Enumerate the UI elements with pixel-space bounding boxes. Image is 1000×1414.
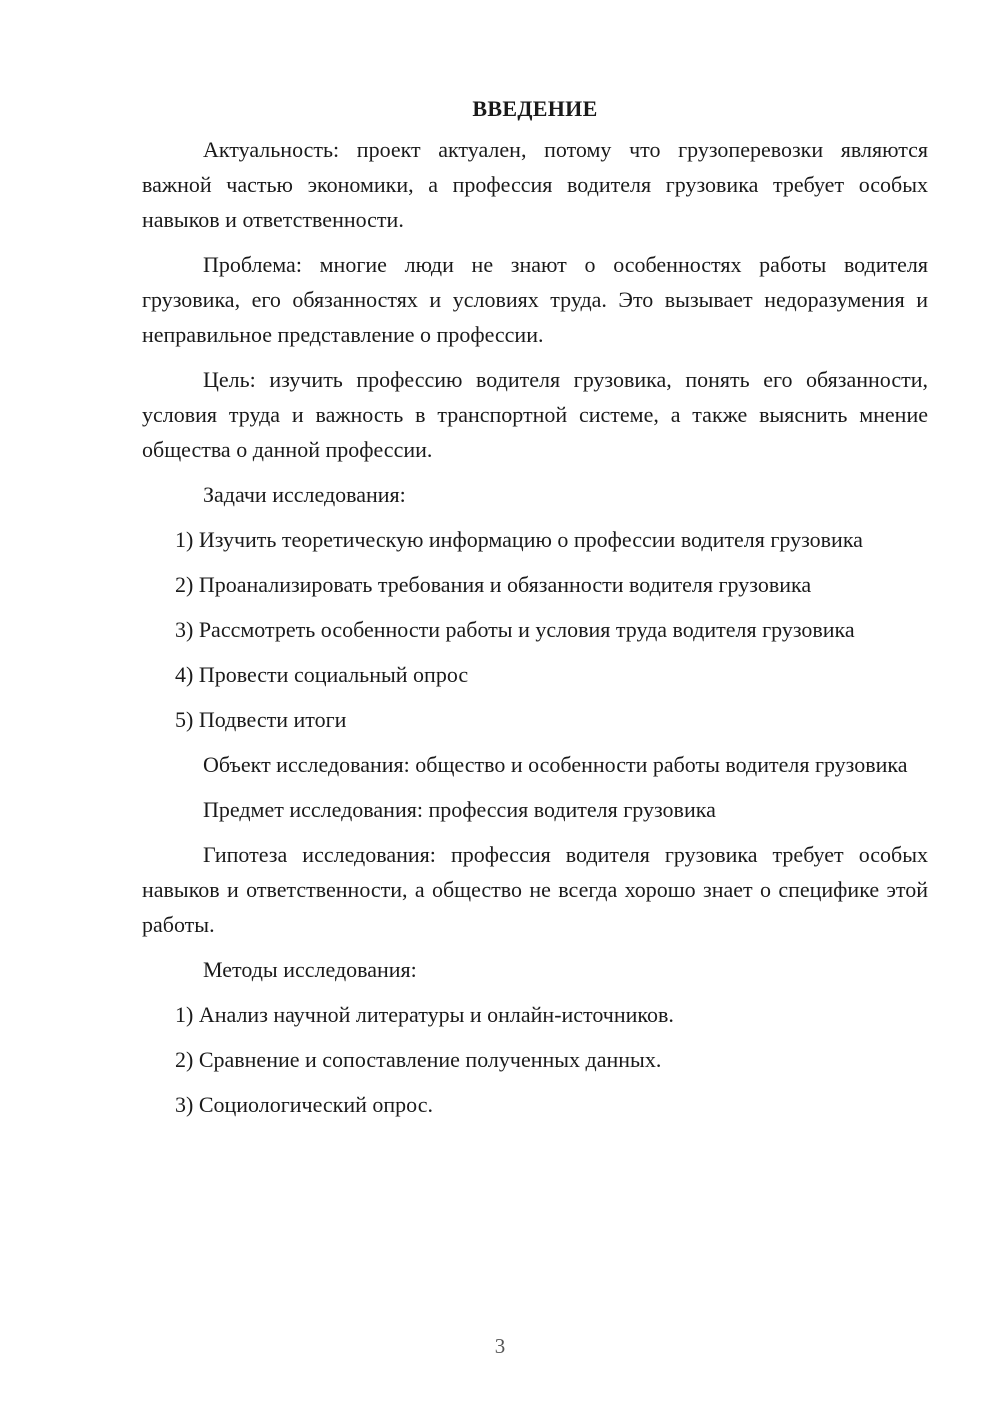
- method-item-2: 2) Сравнение и сопоставление полученных данных.: [175, 1047, 662, 1072]
- task-item-5: 5) Подвести итоги: [175, 707, 347, 732]
- page-number: 3: [494, 1334, 506, 1358]
- task-item-2: 2) Проанализировать требования и обязанности водителя грузовика: [175, 572, 812, 597]
- paragraph-hypothesis: Гипотеза исследования: профессия водителя грузовика требует особых навыков и ответственности, а общество не всегда хорошо знает о специфике этой работы.: [142, 842, 928, 937]
- tasks-heading: Задачи исследования:: [203, 482, 406, 507]
- task-item-3: 3) Рассмотреть особенности работы и условия труда водителя грузовика: [175, 617, 855, 642]
- document-page: [142, 92, 928, 1132]
- paragraph-object: Объект исследования: общество и особенности работы водителя грузовика: [203, 752, 908, 777]
- method-item-3: 3) Социологический опрос.: [175, 1092, 433, 1117]
- paragraph-relevance: Актуальность: проект актуален, потому что грузоперевозки являются важной частью экономики, а профессия водителя грузовика требует особых навыков и ответственности.: [142, 137, 928, 232]
- paragraph-subject: Предмет исследования: профессия водителя грузовика: [203, 797, 716, 822]
- task-item-1: 1) Изучить теоретическую информацию о профессии водителя грузовика: [175, 527, 863, 552]
- task-item-4: 4) Провести социальный опрос: [175, 662, 469, 687]
- paragraph-problem: Проблема: многие люди не знают о особенностях работы водителя грузовика, его обязанностях и условиях труда. Это вызывает недоразумения и неправильное представление о профессии.: [142, 252, 928, 347]
- methods-heading: Методы исследования:: [203, 957, 417, 982]
- paragraph-goal: Цель: изучить профессию водителя грузовика, понять его обязанности, условия труда и важность в транспортной системе, а также выяснить мнение общества о данной профессии.: [142, 367, 928, 462]
- page-title: ВВЕДЕНИЕ: [472, 96, 598, 121]
- method-item-1: 1) Анализ научной литературы и онлайн-источников.: [175, 1002, 674, 1027]
